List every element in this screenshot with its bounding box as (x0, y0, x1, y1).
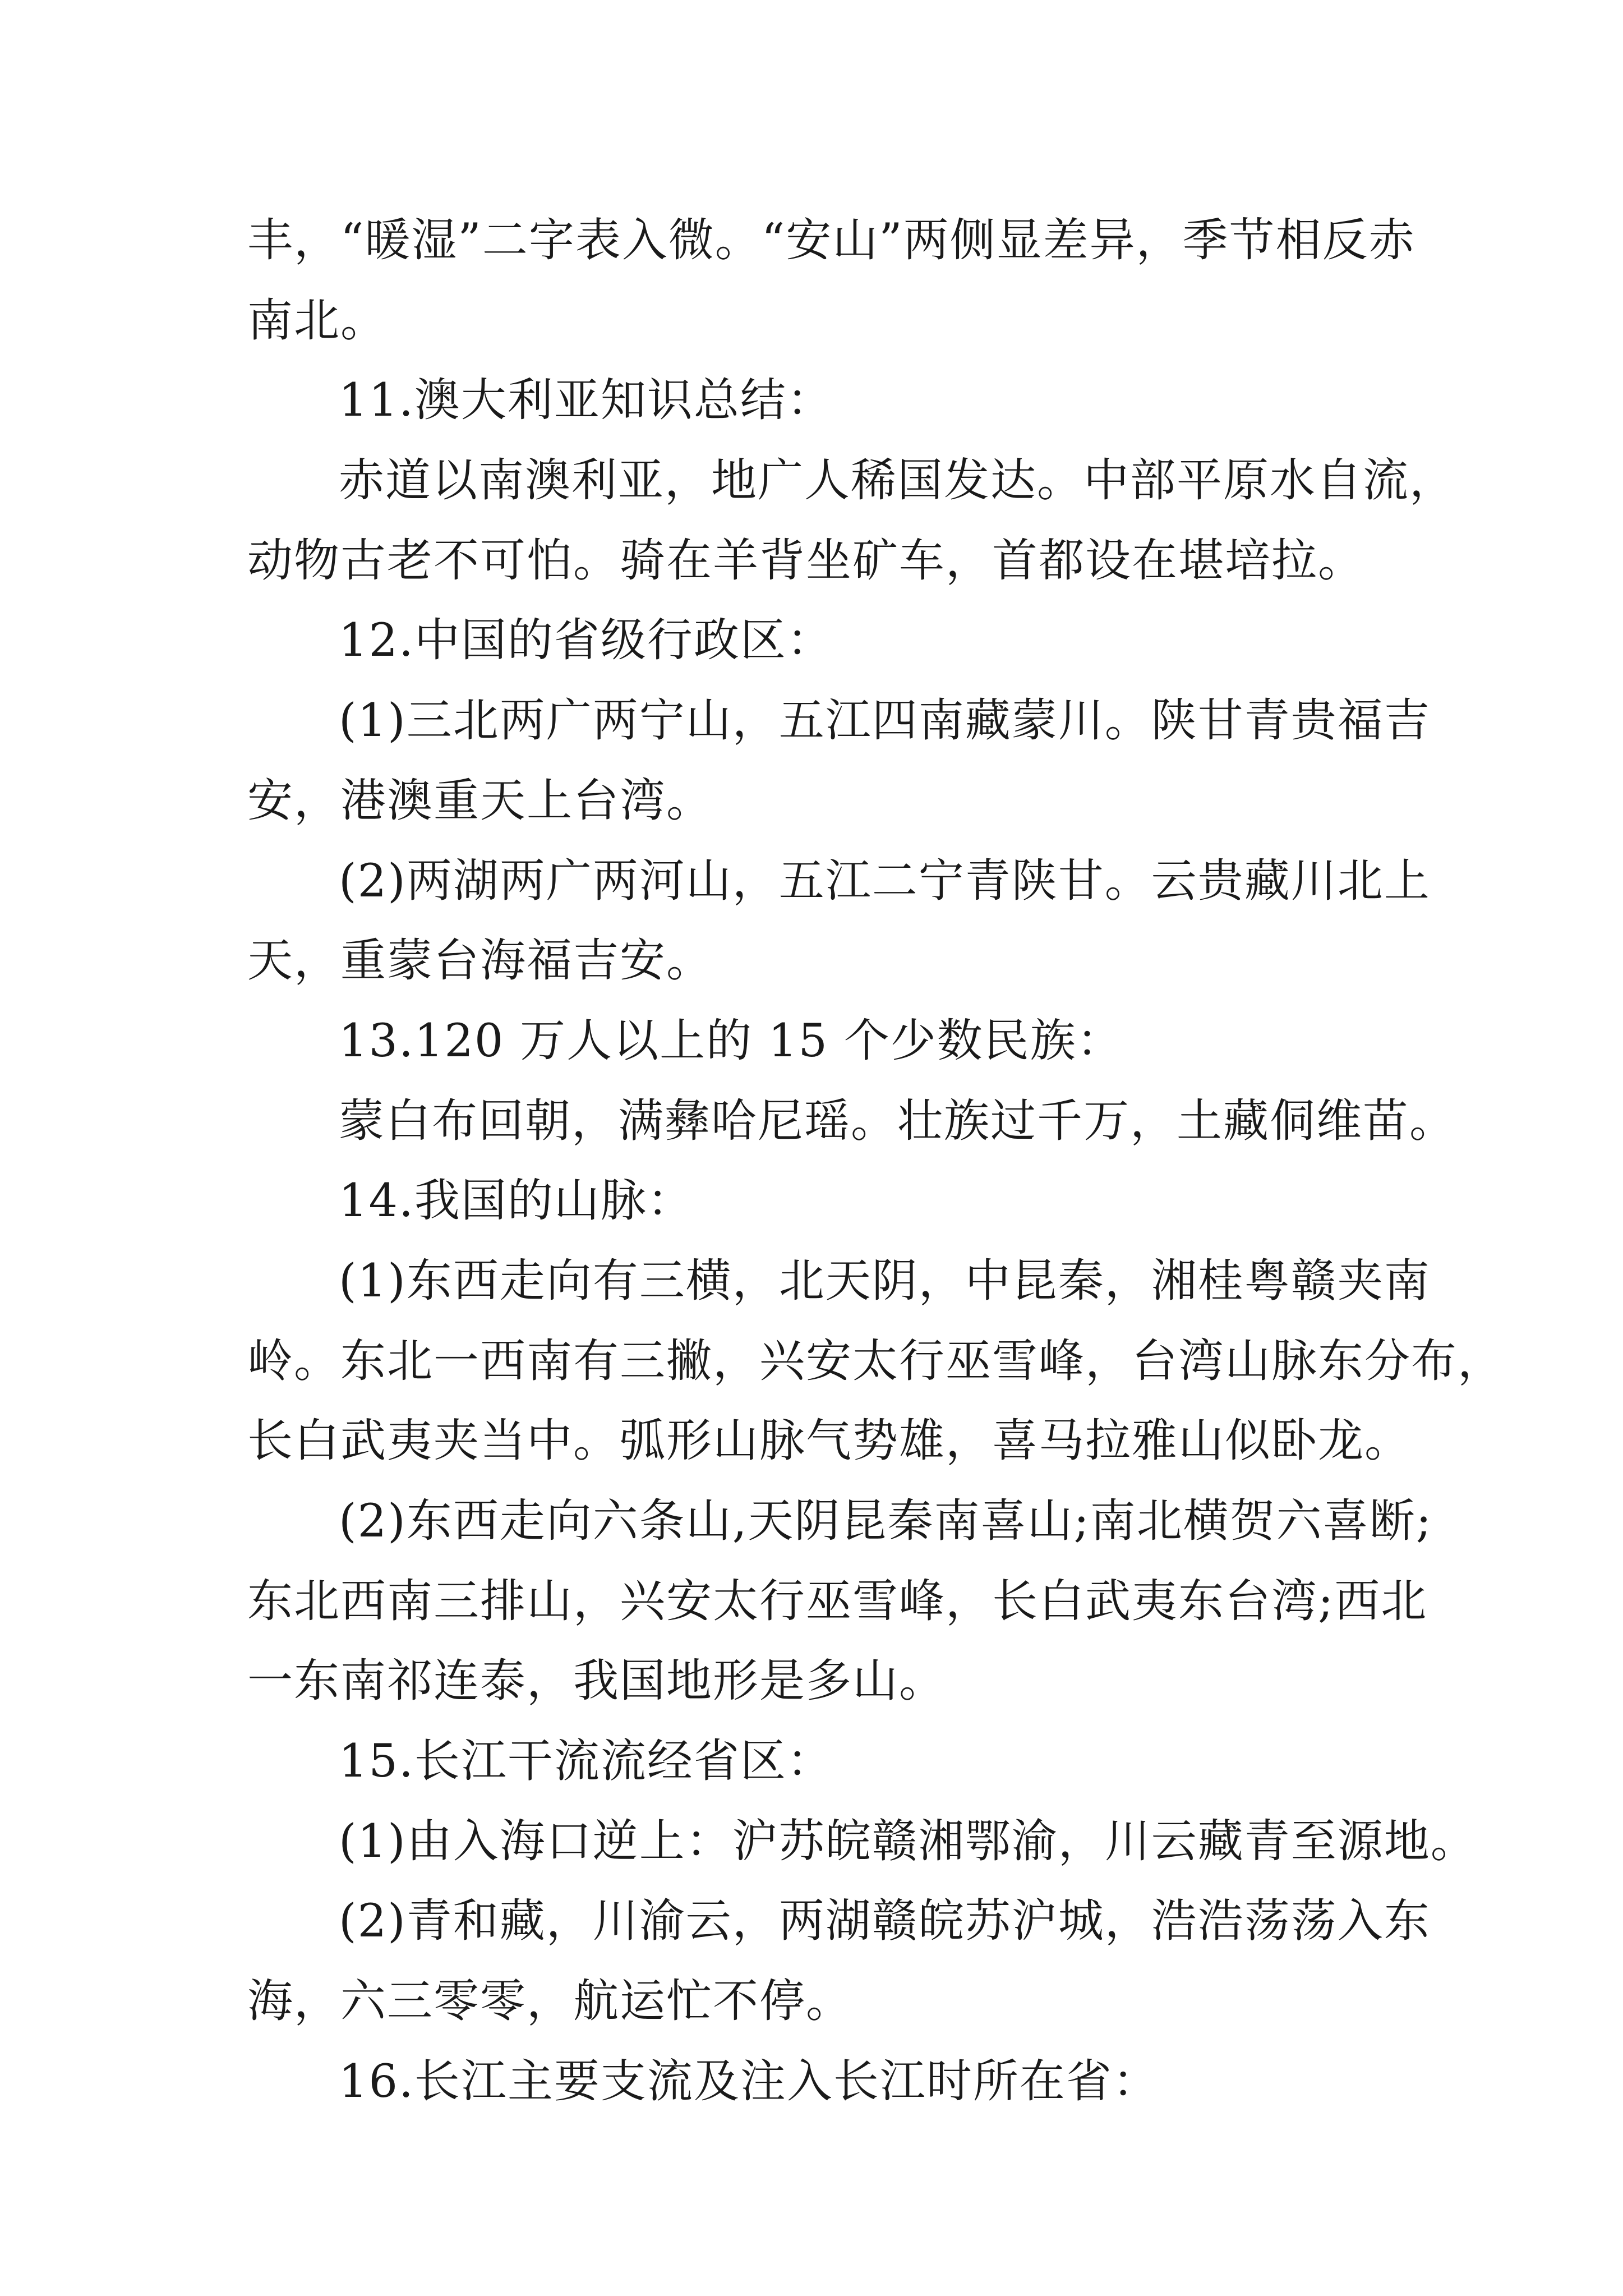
text-line: 东北西南三排山，兴安太行巫雪峰，长白武夷东台湾;西北 (247, 1575, 1428, 1628)
text-line: 蒙白布回朝，满彝哈尼瑶。壮族过千万，土藏侗维苗。 (339, 1094, 1456, 1148)
text-line: (1)三北两广两宁山，五江四南藏蒙川。陕甘青贵福吉 (339, 694, 1431, 748)
text-line: (1)由入海口逆上：沪苏皖赣湘鄂渝，川云藏青至源地。 (339, 1815, 1477, 1868)
text-line: 动物古老不可怕。骑在羊背坐矿车，首都设在堪培拉。 (247, 534, 1365, 587)
section-heading: 15.长江干流流经省区： (339, 1735, 833, 1788)
text-line: 南北。 (247, 294, 388, 347)
text-line: (2)两湖两广两河山，五江二宁青陕甘。云贵藏川北上 (339, 854, 1431, 908)
section-heading: 12.中国的省级行政区： (339, 614, 833, 668)
text-line: 一东南祁连泰，我国地形是多山。 (247, 1655, 946, 1708)
text-line: (2)东西走向六条山,天阴昆秦南喜山;南北横贺六喜断; (339, 1495, 1433, 1548)
text-line: (2)青和藏，川渝云，两湖赣皖苏沪城，浩浩荡荡入东 (339, 1895, 1431, 1948)
text-line: 丰，“暖湿”二字表入微。“安山”两侧显差异，季节相反赤 (247, 214, 1415, 267)
text-line: 天，重蒙台海福吉安。 (247, 935, 713, 988)
section-heading: 13.120 万人以上的 15 个少数民族： (339, 1014, 1123, 1068)
text-line: 赤道以南澳利亚，地广人稀国发达。中部平原水自流， (339, 454, 1456, 508)
document-body (247, 201, 1505, 2122)
text-line: 安，港澳重天上台湾。 (247, 774, 713, 827)
text-line: (1)东西走向有三横，北天阴，中昆秦，湘桂粤赣夹南 (339, 1254, 1431, 1308)
section-heading: 11.澳大利亚知识总结： (339, 374, 833, 427)
section-heading: 14.我国的山脉： (339, 1175, 694, 1228)
section-heading: 16.长江主要支流及注入长江时所在省： (339, 2055, 1159, 2108)
text-line: 岭。东北一西南有三撇，兴安太行巫雪峰，台湾山脉东分布， (247, 1335, 1505, 1388)
text-line: 长白武夷夹当中。弧形山脉气势雄，喜马拉雅山似卧龙。 (247, 1415, 1412, 1468)
text-line: 海，六三零零，航运忙不停。 (247, 1975, 853, 2028)
